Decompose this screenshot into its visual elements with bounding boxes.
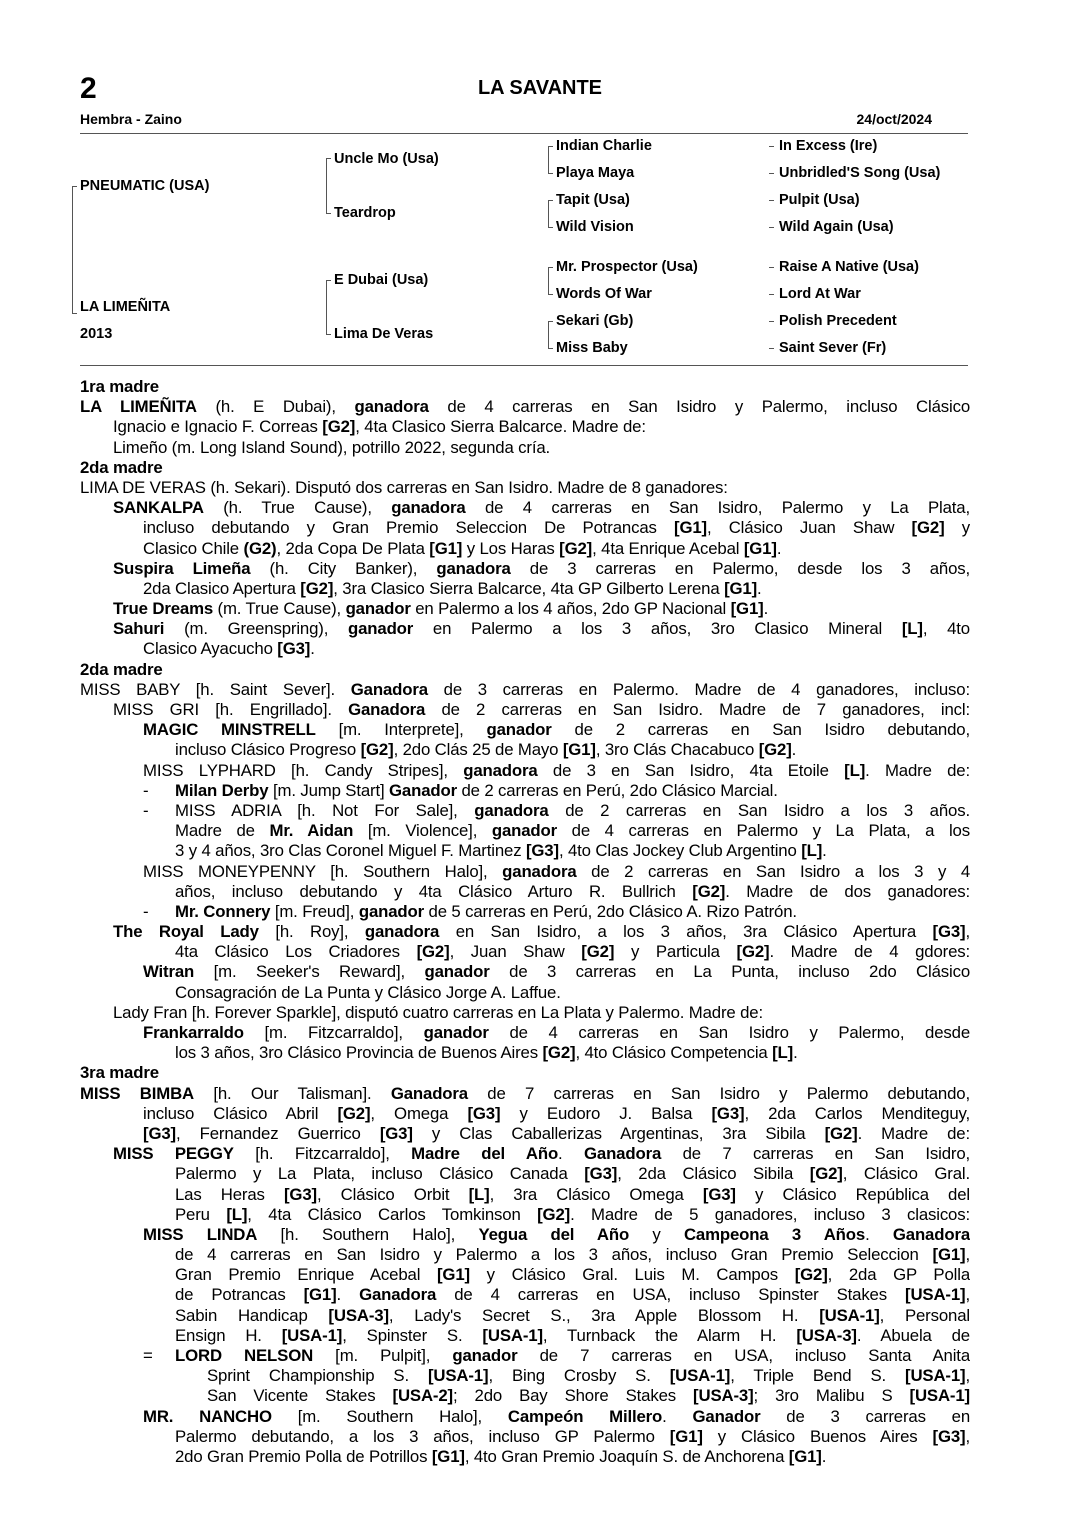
pedigree-rule [80,365,968,366]
text-line: Ensign H. [USA-1], Spinster S. [USA-1], Turnback the Alarm H. [USA-3]. Abuela de [175,1325,970,1345]
pedigree-bracket [548,227,553,228]
lot-number: 2 [80,72,97,105]
pedigree-bracket [326,334,331,335]
text-line: Sahuri (m. Greenspring), ganador en Palermo a los 3 años, 3ro Clasico Mineral [L], 4to [113,619,970,639]
text-line: The Royal Lady [h. Roy], ganadora en San Isidro, a los 3 años, 3ra Clásico Apertura [G3], [113,922,970,942]
text-line: 2do Gran Premio Polla de Potrillos [G1], 4to Gran Premio Joaquín S. de Anchorena [G1]. [175,1446,827,1466]
text-line: MISS LINDA [h. Southern Halo], Yegua del Año y Campeona 3 Años. Ganadora [143,1224,970,1244]
horse-name: LA SAVANTE [477,77,603,99]
pedigree-bracket [326,158,331,159]
text-line: Suspira Limeña (h. City Banker), ganadora de 3 carreras en Palermo, desde los 3 años, [113,558,970,578]
pedigree-bracket [548,173,553,174]
text-line: Las Heras [G3], Clásico Orbit [L], 3ra Clásico Omega [G3] y Clásico República del [175,1184,970,1204]
maternal-family-text [80,377,970,1467]
pedigree-bracket [72,186,77,187]
header-rule [80,133,968,134]
text-line: - Milan Derby [m. Jump Start] Ganador de 2 carreras en Perú, 2do Clásico Marcial. [143,780,778,800]
text-line: MISS BIMBA [h. Our Talisman]. Ganadora de 7 carreras en San Isidro y Palermo debutando, [80,1083,970,1103]
text-line: Frankarraldo [m. Fitzcarraldo], ganador de 4 carreras en San Isidro y Palermo, desde [143,1023,970,1042]
pedigree-tick [769,348,774,349]
text-line: incluso Clásico Abril [G2], Omega [G3] y Eudoro J. Balsa [G3], 2da Carlos Menditeguy, [143,1103,970,1123]
pedigree-tick [769,321,774,322]
pedigree-bracket [548,321,549,349]
pedigree-gen3-4: Wild Vision [556,219,634,235]
text-line: Madre de Mr. Aidan [m. Violence], ganador de 4 carreras en Palermo y La Plata, a los [175,821,970,841]
pedigree-gen4-7: Polish Precedent [779,313,897,329]
pedigree-dam: LA LIMEÑITA [80,299,171,315]
text-line: MISS PEGGY [h. Fitzcarraldo], Madre del Año. Ganadora de 7 carreras en San Isidro, [113,1144,970,1164]
text-line: SANKALPA (h. True Cause), ganadora de 4 carreras en San Isidro, Palermo y La Plata, [113,498,970,518]
pedigree-bracket [72,186,73,314]
pedigree-gen3-6: Words Of War [556,286,652,302]
pedigree-dam-dam: Lima De Veras [334,326,434,342]
sale-date: 24/oct/2024 [856,111,932,127]
text-line: los 3 años, 3ro Clásico Provincia de Buenos Aires [G2], 4to Clásico Competencia [L]. [175,1043,798,1063]
pedigree-sire: PNEUMATIC (USA) [80,178,210,194]
text-line: Palermo y La Plata, incluso Clásico Canada [G3], 2da Clásico Sibila [G2], Clásico Gral. [175,1164,970,1184]
pedigree-sire-sire: Uncle Mo (Usa) [334,151,439,167]
section-heading: 3ra madre [80,1063,159,1083]
pedigree-bracket [548,200,553,201]
pedigree-bracket [326,280,327,335]
text-line: True Dreams (m. True Cause), ganador en Palermo a los 4 años, 2do GP Nacional [G1]. [113,599,769,619]
text-line: incluso Clásico Progreso [G2], 2do Clás 25 de Mayo [G1], 3ro Clás Chacabuco [G2]. [175,740,797,760]
text-line: Clasico Chile (G2), 2da Copa De Plata [G1] y Los Haras [G2], 4ta Enrique Acebal [G1]. [143,538,782,558]
text-line: incluso debutando y Gran Premio Seleccion De Potrancas [G1], Clásico Juan Shaw [G2] y [143,518,970,538]
pedigree-bracket [326,280,331,281]
pedigree-bracket [548,146,549,174]
pedigree-gen3-1: Indian Charlie [556,138,652,154]
text-line: MISS LYPHARD [h. Candy Stripes], ganadora de 3 en San Isidro, 4ta Etoile [L]. Madre de: [143,760,970,780]
pedigree-gen4-6: Lord At War [779,286,861,302]
text-line: MISS BABY [h. Saint Sever]. Ganadora de 3 carreras en Palermo. Madre de 4 ganadores, incluso: [80,679,970,699]
text-line: Peru [L], 4ta Clásico Carlos Tomkinson [G2]. Madre de 5 ganadores, incluso 3 clasicos: [175,1204,970,1224]
text-line: Lady Fran [h. Forever Sparkle], disputó cuatro carreras en La Plata y Palermo. Madre de: [113,1002,763,1022]
text-line: LIMA DE VERAS (h. Sekari). Disputó dos carreras en San Isidro. Madre de 8 ganadores: [80,477,728,497]
pedigree-bracket [72,313,77,314]
text-line: 3 y 4 años, 3ro Clas Coronel Miguel F. Martinez [G3], 4to Clas Jockey Club Argentino [L]. [175,841,827,861]
pedigree-gen3-5: Mr. Prospector (Usa) [556,259,698,275]
pedigree-gen4-8: Saint Sever (Fr) [779,340,887,356]
text-line: [G3], Fernandez Guerrico [G3] y Clas Caballerizas Argentinas, 3ra Sibila [G2]. Madre de: [143,1123,970,1143]
pedigree-dam-year: 2013 [80,326,113,342]
section-heading: 1ra madre [80,377,159,396]
pedigree-tick [769,294,774,295]
text-line: Witran [m. Seeker's Reward], ganador de 3 carreras en La Punta, incluso 2do Clásico [143,962,970,982]
text-line: Gran Premio Enrique Acebal [G1] y Clásico Gral. Luis M. Campos [G2], 2da GP Polla [175,1265,970,1285]
text-line: Ignacio e Ignacio F. Correas [G2], 4ta Clasico Sierra Balcarce. Madre de: [113,417,646,437]
text-line: - Mr. Connery [m. Freud], ganador de 5 carreras en Perú, 2do Clásico A. Rizo Patrón. [143,901,797,921]
text-line: años, incluso debutando y 4ta Clásico Arturo R. Bullrich [G2]. Madre de dos ganadores: [175,881,970,901]
text-line: - MISS ADRIA [h. Not For Sale], ganadora de 2 carreras en San Isidro a los 3 años. [143,800,970,820]
pedigree-bracket [326,213,331,214]
pedigree-bracket [548,267,549,295]
text-line: Palermo debutando, a los 3 años, incluso GP Palermo [G1] y Clásico Buenos Aires [G3], [175,1426,970,1446]
pedigree-tick [769,267,774,268]
text-line: Limeño (m. Long Island Sound), potrillo 2022, segunda cría. [113,437,551,457]
text-line: Sprint Championship S. [USA-1], Bing Crosby S. [USA-1], Triple Bend S. [USA-1], [207,1366,970,1386]
text-line: de 4 carreras en San Isidro y Palermo a los 3 años, incluso Gran Premio Seleccion [G1], [175,1245,970,1265]
text-line: Consagración de La Punta y Clásico Jorge A. Laffue. [175,982,561,1002]
pedigree-gen4-3: Pulpit (Usa) [779,192,860,208]
text-line: MR. NANCHO [m. Southern Halo], Campeón Millero. Ganador de 3 carreras en [143,1406,970,1426]
text-line: de Potrancas [G1]. Ganadora de 4 carreras en USA, incluso Spinster Stakes [USA-1], [175,1285,970,1305]
text-line: LA LIMEÑITA (h. E Dubai), ganadora de 4 carreras en San Isidro y Palermo, incluso Clásico [80,397,970,417]
pedigree-bracket [548,294,553,295]
pedigree-gen3-3: Tapit (Usa) [556,192,630,208]
pedigree-gen4-4: Wild Again (Usa) [779,219,894,235]
text-line: 4ta Clásico Los Criadores [G2], Juan Shaw [G2] y Particula [G2]. Madre de 4 gdores: [175,942,970,962]
pedigree-bracket [548,321,553,322]
pedigree-dam-sire: E Dubai (Usa) [334,272,429,288]
pedigree-sire-dam: Teardrop [334,205,396,221]
text-line: = LORD NELSON [m. Pulpit], ganador de 7 carreras en USA, incluso Santa Anita [143,1346,970,1365]
pedigree-gen4-2: Unbridled'S Song (Usa) [779,165,941,181]
pedigree-tick [769,227,774,228]
pedigree-bracket [548,200,549,228]
section-heading: 2da madre [80,659,163,679]
text-line: San Vicente Stakes [USA-2]; 2do Bay Shore Stakes [USA-3]; 3ro Malibu S [USA-1] [207,1386,970,1406]
text-line: Clasico Ayacucho [G3]. [143,639,315,659]
pedigree-gen4-5: Raise A Native (Usa) [779,259,919,275]
pedigree-tick [769,146,774,147]
text-line: MISS MONEYPENNY [h. Southern Halo], ganadora de 2 carreras en San Isidro a los 3 y 4 [143,861,970,881]
pedigree-bracket [548,348,553,349]
text-line: MISS GRI [h. Engrillado]. Ganadora de 2 carreras en San Isidro. Madre de 7 ganadores, incl: [113,700,970,719]
pedigree-gen3-7: Sekari (Gb) [556,313,634,329]
pedigree-bracket [548,267,553,268]
pedigree-gen4-1: In Excess (Ire) [779,138,878,154]
pedigree-gen3-2: Playa Maya [556,165,635,181]
text-line: MAGIC MINSTRELL [m. Interprete], ganador de 2 carreras en San Isidro debutando, [143,720,970,740]
pedigree-bracket [326,158,327,214]
text-line: 2da Clasico Apertura [G2], 3ra Clasico Sierra Balcarce, 4ta GP Gilberto Lerena [G1]. [143,578,762,598]
pedigree-tick [769,200,774,201]
pedigree-bracket [548,146,553,147]
section-heading: 2da madre [80,457,163,477]
pedigree-gen3-8: Miss Baby [556,340,628,356]
sex-coat: Hembra - Zaino [80,111,182,127]
text-line: Sabin Handicap [USA-3], Lady's Secret S., 3ra Apple Blossom H. [USA-1], Personal [175,1305,970,1325]
pedigree-tick [769,173,774,174]
